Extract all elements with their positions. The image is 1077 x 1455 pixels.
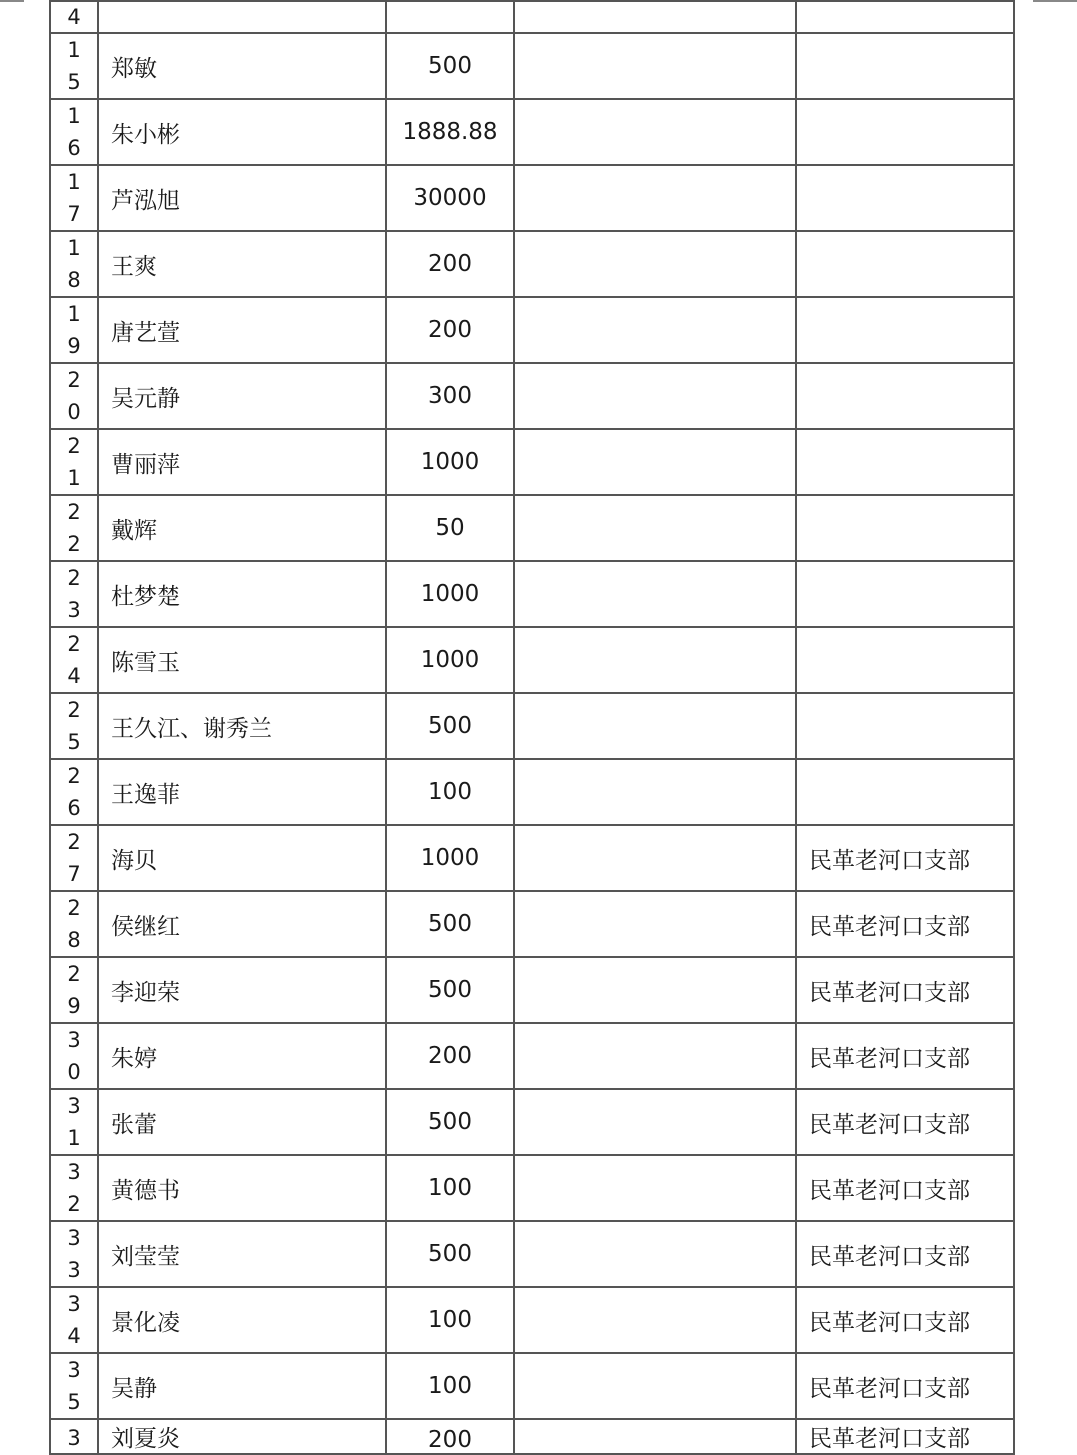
donor-name-cell: 曹丽萍 (98, 429, 386, 495)
organization-cell: 民革老河口支部 (796, 1353, 1014, 1419)
row-index-cell: 34 (50, 1287, 98, 1353)
amount-cell: 300 (386, 363, 514, 429)
table-row (50, 1089, 1014, 1155)
row-index-cell: 31 (50, 1089, 98, 1155)
table-row (50, 363, 1014, 429)
donor-name-cell: 杜梦楚 (98, 561, 386, 627)
blank-cell (514, 1089, 796, 1155)
row-index-cell: 18 (50, 231, 98, 297)
organization-cell (796, 33, 1014, 99)
row-index-cell: 19 (50, 297, 98, 363)
table-row (50, 825, 1014, 891)
row-index-cell: 32 (50, 1155, 98, 1221)
table-row (50, 297, 1014, 363)
blank-cell (514, 693, 796, 759)
organization-cell (796, 297, 1014, 363)
organization-cell (796, 363, 1014, 429)
table-row (50, 561, 1014, 627)
row-index-cell: 21 (50, 429, 98, 495)
row-index-cell: 17 (50, 165, 98, 231)
amount-cell: 500 (386, 957, 514, 1023)
table-row (50, 33, 1014, 99)
organization-cell: 民革老河口支部 (796, 1221, 1014, 1287)
amount-cell: 100 (386, 759, 514, 825)
table-row (50, 1155, 1014, 1221)
table-row (50, 1353, 1014, 1419)
blank-cell (514, 1287, 796, 1353)
amount-cell: 1888.88 (386, 99, 514, 165)
table-row (50, 231, 1014, 297)
organization-cell (796, 561, 1014, 627)
amount-cell: 500 (386, 1221, 514, 1287)
amount-cell: 200 (386, 1419, 514, 1454)
blank-cell (514, 363, 796, 429)
blank-cell (514, 165, 796, 231)
table-row (50, 165, 1014, 231)
blank-cell (514, 1155, 796, 1221)
organization-cell (796, 627, 1014, 693)
row-index-cell: 26 (50, 759, 98, 825)
amount-cell: 500 (386, 33, 514, 99)
blank-cell (514, 627, 796, 693)
row-index-cell: 29 (50, 957, 98, 1023)
table-row (50, 627, 1014, 693)
blank-cell (514, 825, 796, 891)
table-row (50, 495, 1014, 561)
donor-name-cell: 王久江、谢秀兰 (98, 693, 386, 759)
blank-cell (514, 99, 796, 165)
organization-cell (796, 165, 1014, 231)
organization-cell: 民革老河口支部 (796, 1419, 1014, 1454)
donor-name-cell: 黄德书 (98, 1155, 386, 1221)
donor-name-cell: 王逸菲 (98, 759, 386, 825)
amount-cell: 100 (386, 1353, 514, 1419)
blank-cell (514, 1, 796, 33)
row-index-cell: 33 (50, 1221, 98, 1287)
donor-name-cell: 刘夏炎 (98, 1419, 386, 1454)
organization-cell (796, 429, 1014, 495)
donor-name-cell (98, 1, 386, 33)
organization-cell: 民革老河口支部 (796, 1155, 1014, 1221)
table-row (50, 1287, 1014, 1353)
amount-cell: 1000 (386, 627, 514, 693)
donor-name-cell: 刘莹莹 (98, 1221, 386, 1287)
donor-name-cell: 侯继红 (98, 891, 386, 957)
amount-cell: 100 (386, 1287, 514, 1353)
organization-cell: 民革老河口支部 (796, 1023, 1014, 1089)
blank-cell (514, 759, 796, 825)
organization-cell (796, 99, 1014, 165)
donor-name-cell: 陈雪玉 (98, 627, 386, 693)
table-row (50, 99, 1014, 165)
table-row-partial-top (50, 1, 1014, 33)
organization-cell: 民革老河口支部 (796, 825, 1014, 891)
table-row (50, 1023, 1014, 1089)
table-row (50, 429, 1014, 495)
organization-cell (796, 1, 1014, 33)
blank-cell (514, 231, 796, 297)
row-index-cell: 20 (50, 363, 98, 429)
row-index-cell: 22 (50, 495, 98, 561)
table-row (50, 693, 1014, 759)
row-index-cell: 30 (50, 1023, 98, 1089)
amount-cell: 500 (386, 1089, 514, 1155)
row-index-cell: 3 (50, 1419, 98, 1454)
blank-cell (514, 1221, 796, 1287)
blank-cell (514, 561, 796, 627)
table-row (50, 891, 1014, 957)
table-row (50, 759, 1014, 825)
organization-cell (796, 495, 1014, 561)
amount-cell: 1000 (386, 429, 514, 495)
row-index-cell: 23 (50, 561, 98, 627)
donor-name-cell: 张蕾 (98, 1089, 386, 1155)
table-row-partial-bottom (50, 1419, 1014, 1454)
blank-cell (514, 957, 796, 1023)
row-index-cell: 16 (50, 99, 98, 165)
blank-cell (514, 1419, 796, 1454)
blank-cell (514, 1353, 796, 1419)
organization-cell: 民革老河口支部 (796, 957, 1014, 1023)
donation-table-body (50, 1, 1014, 1454)
organization-cell: 民革老河口支部 (796, 891, 1014, 957)
row-index-cell: 24 (50, 627, 98, 693)
donor-name-cell: 李迎荣 (98, 957, 386, 1023)
amount-cell: 100 (386, 1155, 514, 1221)
donor-name-cell: 郑敏 (98, 33, 386, 99)
top-right-edge-mark (1033, 0, 1077, 2)
donor-name-cell: 朱小彬 (98, 99, 386, 165)
donor-name-cell: 景化凌 (98, 1287, 386, 1353)
blank-cell (514, 891, 796, 957)
amount-cell: 1000 (386, 825, 514, 891)
blank-cell (514, 33, 796, 99)
organization-cell: 民革老河口支部 (796, 1089, 1014, 1155)
row-index-cell: 4 (50, 1, 98, 33)
amount-cell: 200 (386, 297, 514, 363)
organization-cell: 民革老河口支部 (796, 1287, 1014, 1353)
donor-name-cell: 芦泓旭 (98, 165, 386, 231)
donor-name-cell: 朱婷 (98, 1023, 386, 1089)
amount-cell: 50 (386, 495, 514, 561)
donation-table (49, 0, 1015, 1455)
row-index-cell: 28 (50, 891, 98, 957)
row-index-cell: 25 (50, 693, 98, 759)
blank-cell (514, 297, 796, 363)
donor-name-cell: 唐艺萱 (98, 297, 386, 363)
amount-cell: 30000 (386, 165, 514, 231)
row-index-cell: 35 (50, 1353, 98, 1419)
amount-cell: 1000 (386, 561, 514, 627)
amount-cell: 500 (386, 693, 514, 759)
amount-cell (386, 1, 514, 33)
donor-name-cell: 戴辉 (98, 495, 386, 561)
amount-cell: 200 (386, 1023, 514, 1089)
donor-name-cell: 海贝 (98, 825, 386, 891)
donor-name-cell: 吴元静 (98, 363, 386, 429)
table-row (50, 957, 1014, 1023)
organization-cell (796, 231, 1014, 297)
blank-cell (514, 429, 796, 495)
donor-name-cell: 王爽 (98, 231, 386, 297)
blank-cell (514, 1023, 796, 1089)
blank-cell (514, 495, 796, 561)
amount-cell: 200 (386, 231, 514, 297)
row-index-cell: 27 (50, 825, 98, 891)
organization-cell (796, 693, 1014, 759)
amount-cell: 500 (386, 891, 514, 957)
top-left-edge-mark (0, 0, 24, 2)
organization-cell (796, 759, 1014, 825)
row-index-cell: 15 (50, 33, 98, 99)
donor-name-cell: 吴静 (98, 1353, 386, 1419)
table-row (50, 1221, 1014, 1287)
